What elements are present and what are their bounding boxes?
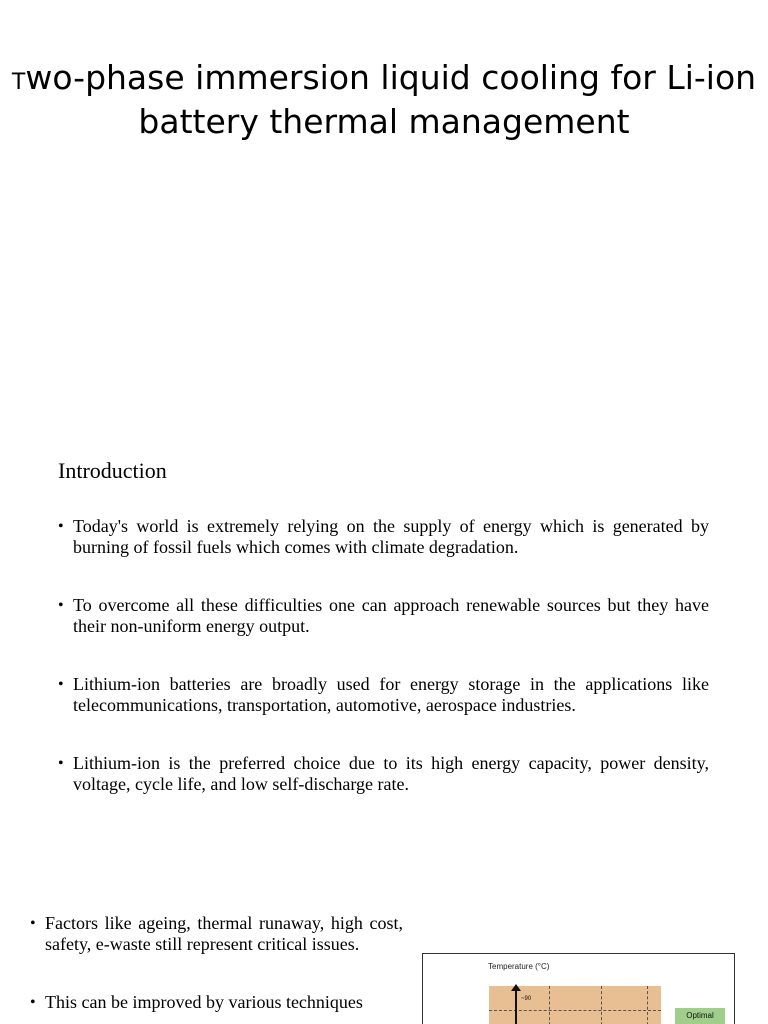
bullet-icon: •	[30, 994, 36, 1011]
list-item	[58, 674, 709, 716]
bullet-text: Lithium-ion is the preferred choice due to its high energy capacity, power density, voltage, cycle life, and low self-discharge rate.	[73, 753, 709, 794]
list-item	[58, 595, 709, 637]
list-item	[30, 913, 403, 955]
bullet-text: To overcome all these difficulties one can approach renewable sources but they have their non-uniform energy output.	[73, 595, 709, 636]
bullet-icon: •	[58, 518, 64, 535]
section-heading: Introduction	[58, 458, 167, 483]
slide-title	[0, 58, 768, 141]
title-text: wo-phase immersion liquid cooling for Li-ion battery thermal management	[25, 58, 757, 141]
optimal-zone-label: Optimal	[675, 1008, 725, 1024]
title-first-letter: T	[11, 70, 26, 95]
bullet-text: Factors like ageing, thermal runaway, high cost, safety, e-waste still represent critical issues.	[45, 913, 403, 954]
list-item	[58, 753, 709, 795]
bullet-text: This can be improved by various techniques	[45, 992, 363, 1012]
bullet-text: Lithium-ion batteries are broadly used for energy storage in the applications like telecommunications, transportation, automotive, aerospace industries.	[73, 674, 709, 715]
bullet-text: Today's world is extremely relying on the supply of energy which is generated by burning of fossil fuels which comes with climate degradation.	[73, 516, 709, 557]
next-slide-bullet-list	[30, 913, 403, 1024]
figure-tick-label: ~90	[521, 996, 532, 1002]
bullet-icon: •	[58, 597, 64, 614]
list-item	[30, 992, 403, 1013]
figure-axis-label: Temperature (°C)	[488, 962, 550, 971]
bullet-icon: •	[58, 755, 64, 772]
list-item	[58, 516, 709, 558]
intro-bullet-list	[58, 516, 709, 795]
gridline	[549, 986, 550, 1024]
axis-arrow	[515, 988, 517, 1024]
bullet-icon: •	[58, 676, 64, 693]
bullet-icon: •	[30, 915, 36, 932]
temperature-figure	[422, 953, 735, 1024]
gridline	[601, 986, 602, 1024]
gridline	[647, 986, 648, 1024]
